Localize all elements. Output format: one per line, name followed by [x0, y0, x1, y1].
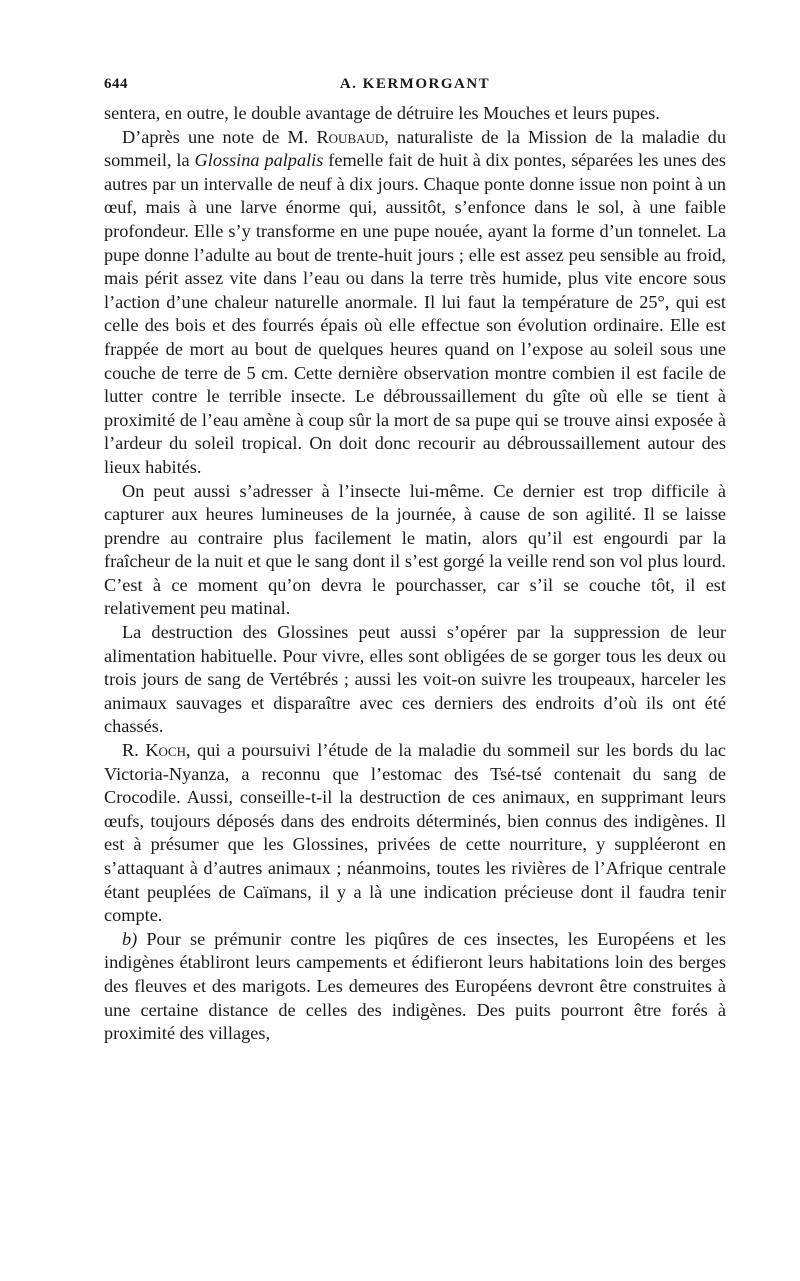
paragraph-p4 [104, 739, 726, 928]
header-title: A. KERMORGANT [339, 76, 491, 92]
body-text [104, 102, 726, 1046]
text-segment: D’après une note de M. [122, 126, 317, 147]
page-number: 644 [104, 76, 128, 92]
text-segment: , qui a poursuivi l’étude de la maladie du sommeil sur les bords du lac Victoria-Nyanza, a reconnu que l’estomac des Tsé-tsé contenait du sang de Crocodile. Aussi, conseille-t-il la destruction de ces animaux, en supprimant leurs œufs, toujours déposés dans des endroits déterminés, bien connus des indigènes. Il est à présumer que les Glossines, privées de cette nourriture, y suppléeront en s’attaquant à d’autres animaux ; néanmoins, toutes les rivières de l’Afrique centrale étant peuplées de Caïmans, il y a là une indication précieuse dont il faudra tenir compte. [104, 740, 726, 926]
text-segment: Pour se prémunir contre les piqûres de ces insectes, les Européens et les indigènes établiront leurs campements et édifieront leurs habitations loin des berges des fleuves et des marigots. Les demeures des Européens devront être construites à une certaine distance de celles des indigènes. Des puits pourront être forés à proximité des villages, [104, 928, 726, 1044]
italic-text: Glossina palpalis [194, 150, 324, 171]
running-header [104, 76, 726, 102]
paragraph-p3 [104, 621, 726, 739]
text-segment: sentera, en outre, le double avantage de détruire les Mouches et leurs pupes. [104, 103, 660, 123]
text-segment: , naturaliste de la Mission de la maladie du sommeil, la [104, 126, 726, 171]
text-segment: R. [122, 740, 146, 761]
paragraph-p0 [104, 102, 726, 126]
author-name: Koch [145, 740, 186, 761]
text-segment: On peut aussi s’adresser à l’insecte lui-même. Ce dernier est trop difficile à capturer aux heures lumineuses de la journée, à cause de son agilité. Il se laisse prendre au contraire plus facilement le matin, alors qu’il est engourdi par la fraîcheur de la nuit et que le sang dont il s’est gorgé la veille rend son vol plus lourd. C’est à ce moment qu’on devra le pourchasser, car s’il se couche tôt, il est relativement peu matinal. [104, 480, 726, 619]
author-name: Roubaud [316, 126, 385, 147]
document-page [104, 76, 726, 1046]
paragraph-p5 [104, 928, 726, 1046]
text-segment: femelle fait de huit à dix pontes, séparées les unes des autres par un intervalle de neuf à dix jours. Chaque ponte donne issue non point à un œuf, mais à une larve énorme qui, aussitôt, s’enfonce dans le sol, à une faible profondeur. Elle s’y transforme en une pupe nouée, ayant la forme d’un tonnelet. La pupe donne l’adulte au bout de trente-huit jours ; elle est assez peu sensible au froid, mais périt assez vite dans l’eau ou dans la terre très humide, plus vite encore sous l’action d’une chaleur naturelle anormale. Il lui faut la température de 25°, qui est celle des bois et des fourrés épais où elle effectue son évolution ordinaire. Elle est frappée de mort au bout de quelques heures quand on l’expose au soleil sous une couche de terre de 5 cm. Cette dernière observation montre combien il est facile de lutter contre le terrible insecte. Le débroussaillement du gîte où elle se tient à proximité de l’eau amène à coup sûr la mort de sa pupe qui se trouve ainsi exposée à l’ardeur du soleil tropical. On doit donc recourir au débroussaillement autour des lieux habités. [104, 150, 726, 477]
paragraph-p2 [104, 480, 726, 622]
italic-text: b) [122, 928, 138, 949]
text-segment: La destruction des Glossines peut aussi s’opérer par la suppression de leur alimentation habituelle. Pour vivre, elles sont obligées de se gorger tous les deux ou trois jours de sang de Vertébrés ; aussi les voit-on suivre les troupeaux, harceler les animaux sauvages et disparaître avec ces derniers des endroits d’où ils ont été chassés. [104, 622, 726, 737]
paragraph-p1 [104, 126, 726, 480]
